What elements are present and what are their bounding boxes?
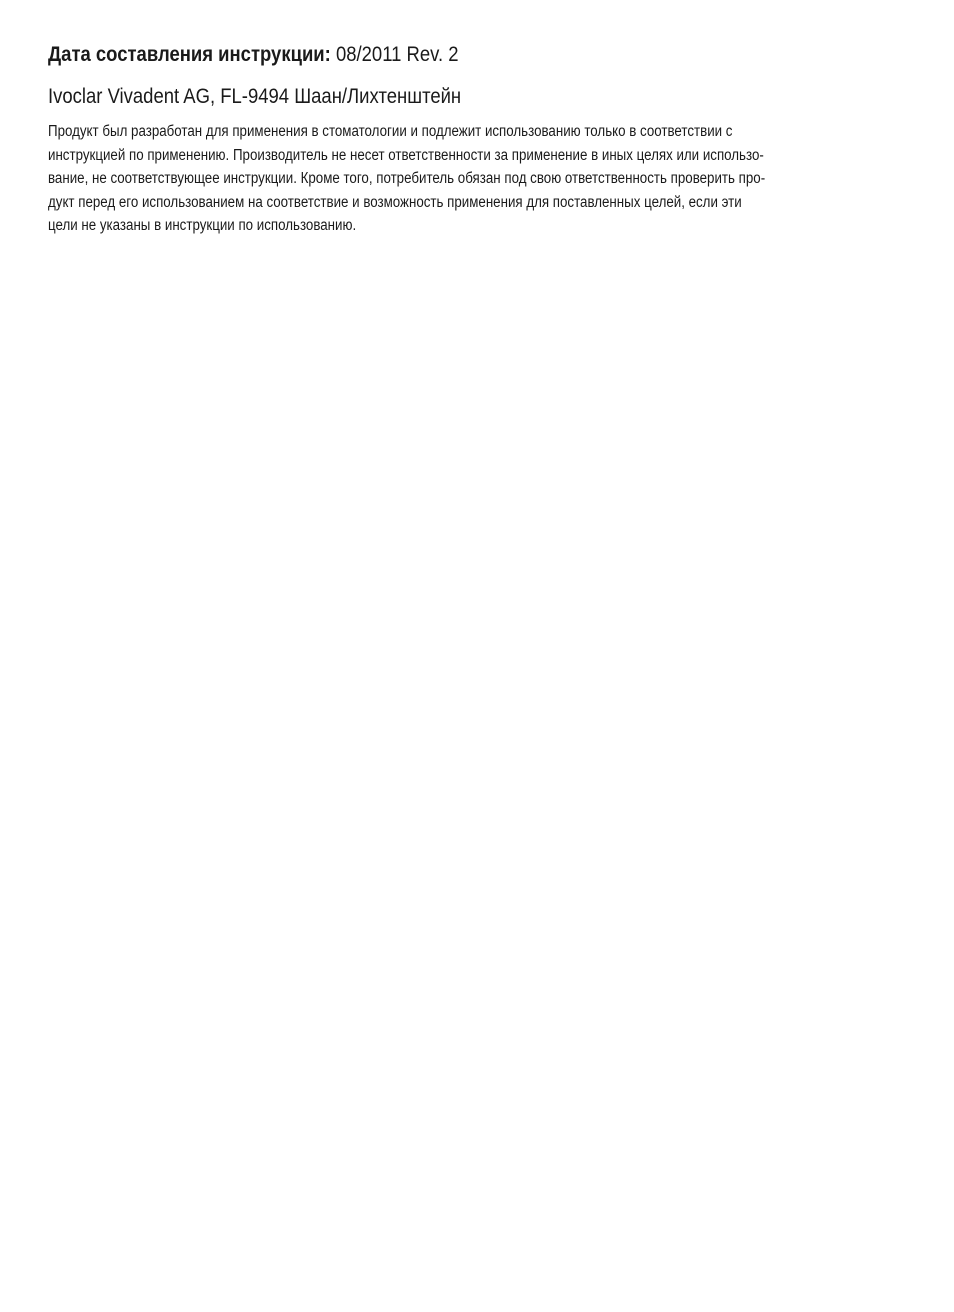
disclaimer-line: инструкцией по применению. Производитель не несет ответственности за применение в иных целях или использо- (48, 146, 764, 164)
disclaimer-paragraph (48, 120, 899, 238)
instruction-date-label: Дата составления инструкции: (48, 43, 331, 66)
instruction-date-value: 08/2011 Rev. 2 (335, 43, 459, 66)
document-page (48, 40, 918, 238)
manufacturer-address: Ivoclar Vivadent AG, FL-9494 Шаан/Лихтенштейн (48, 85, 462, 108)
instruction-date-line (48, 40, 814, 70)
disclaimer-line: вание, не соответствующее инструкции. Кроме того, потребитель обязан под свою ответственность проверить про- (48, 170, 766, 187)
disclaimer-line: дукт перед его использованием на соответствие и возможность применения для поставленных целей, если эти (48, 193, 742, 211)
disclaimer-line: Продукт был разработан для применения в стоматологии и подлежит использованию только в соответствии с (48, 123, 733, 140)
disclaimer-line: цели не указаны в инструкции по использованию. (48, 217, 357, 234)
